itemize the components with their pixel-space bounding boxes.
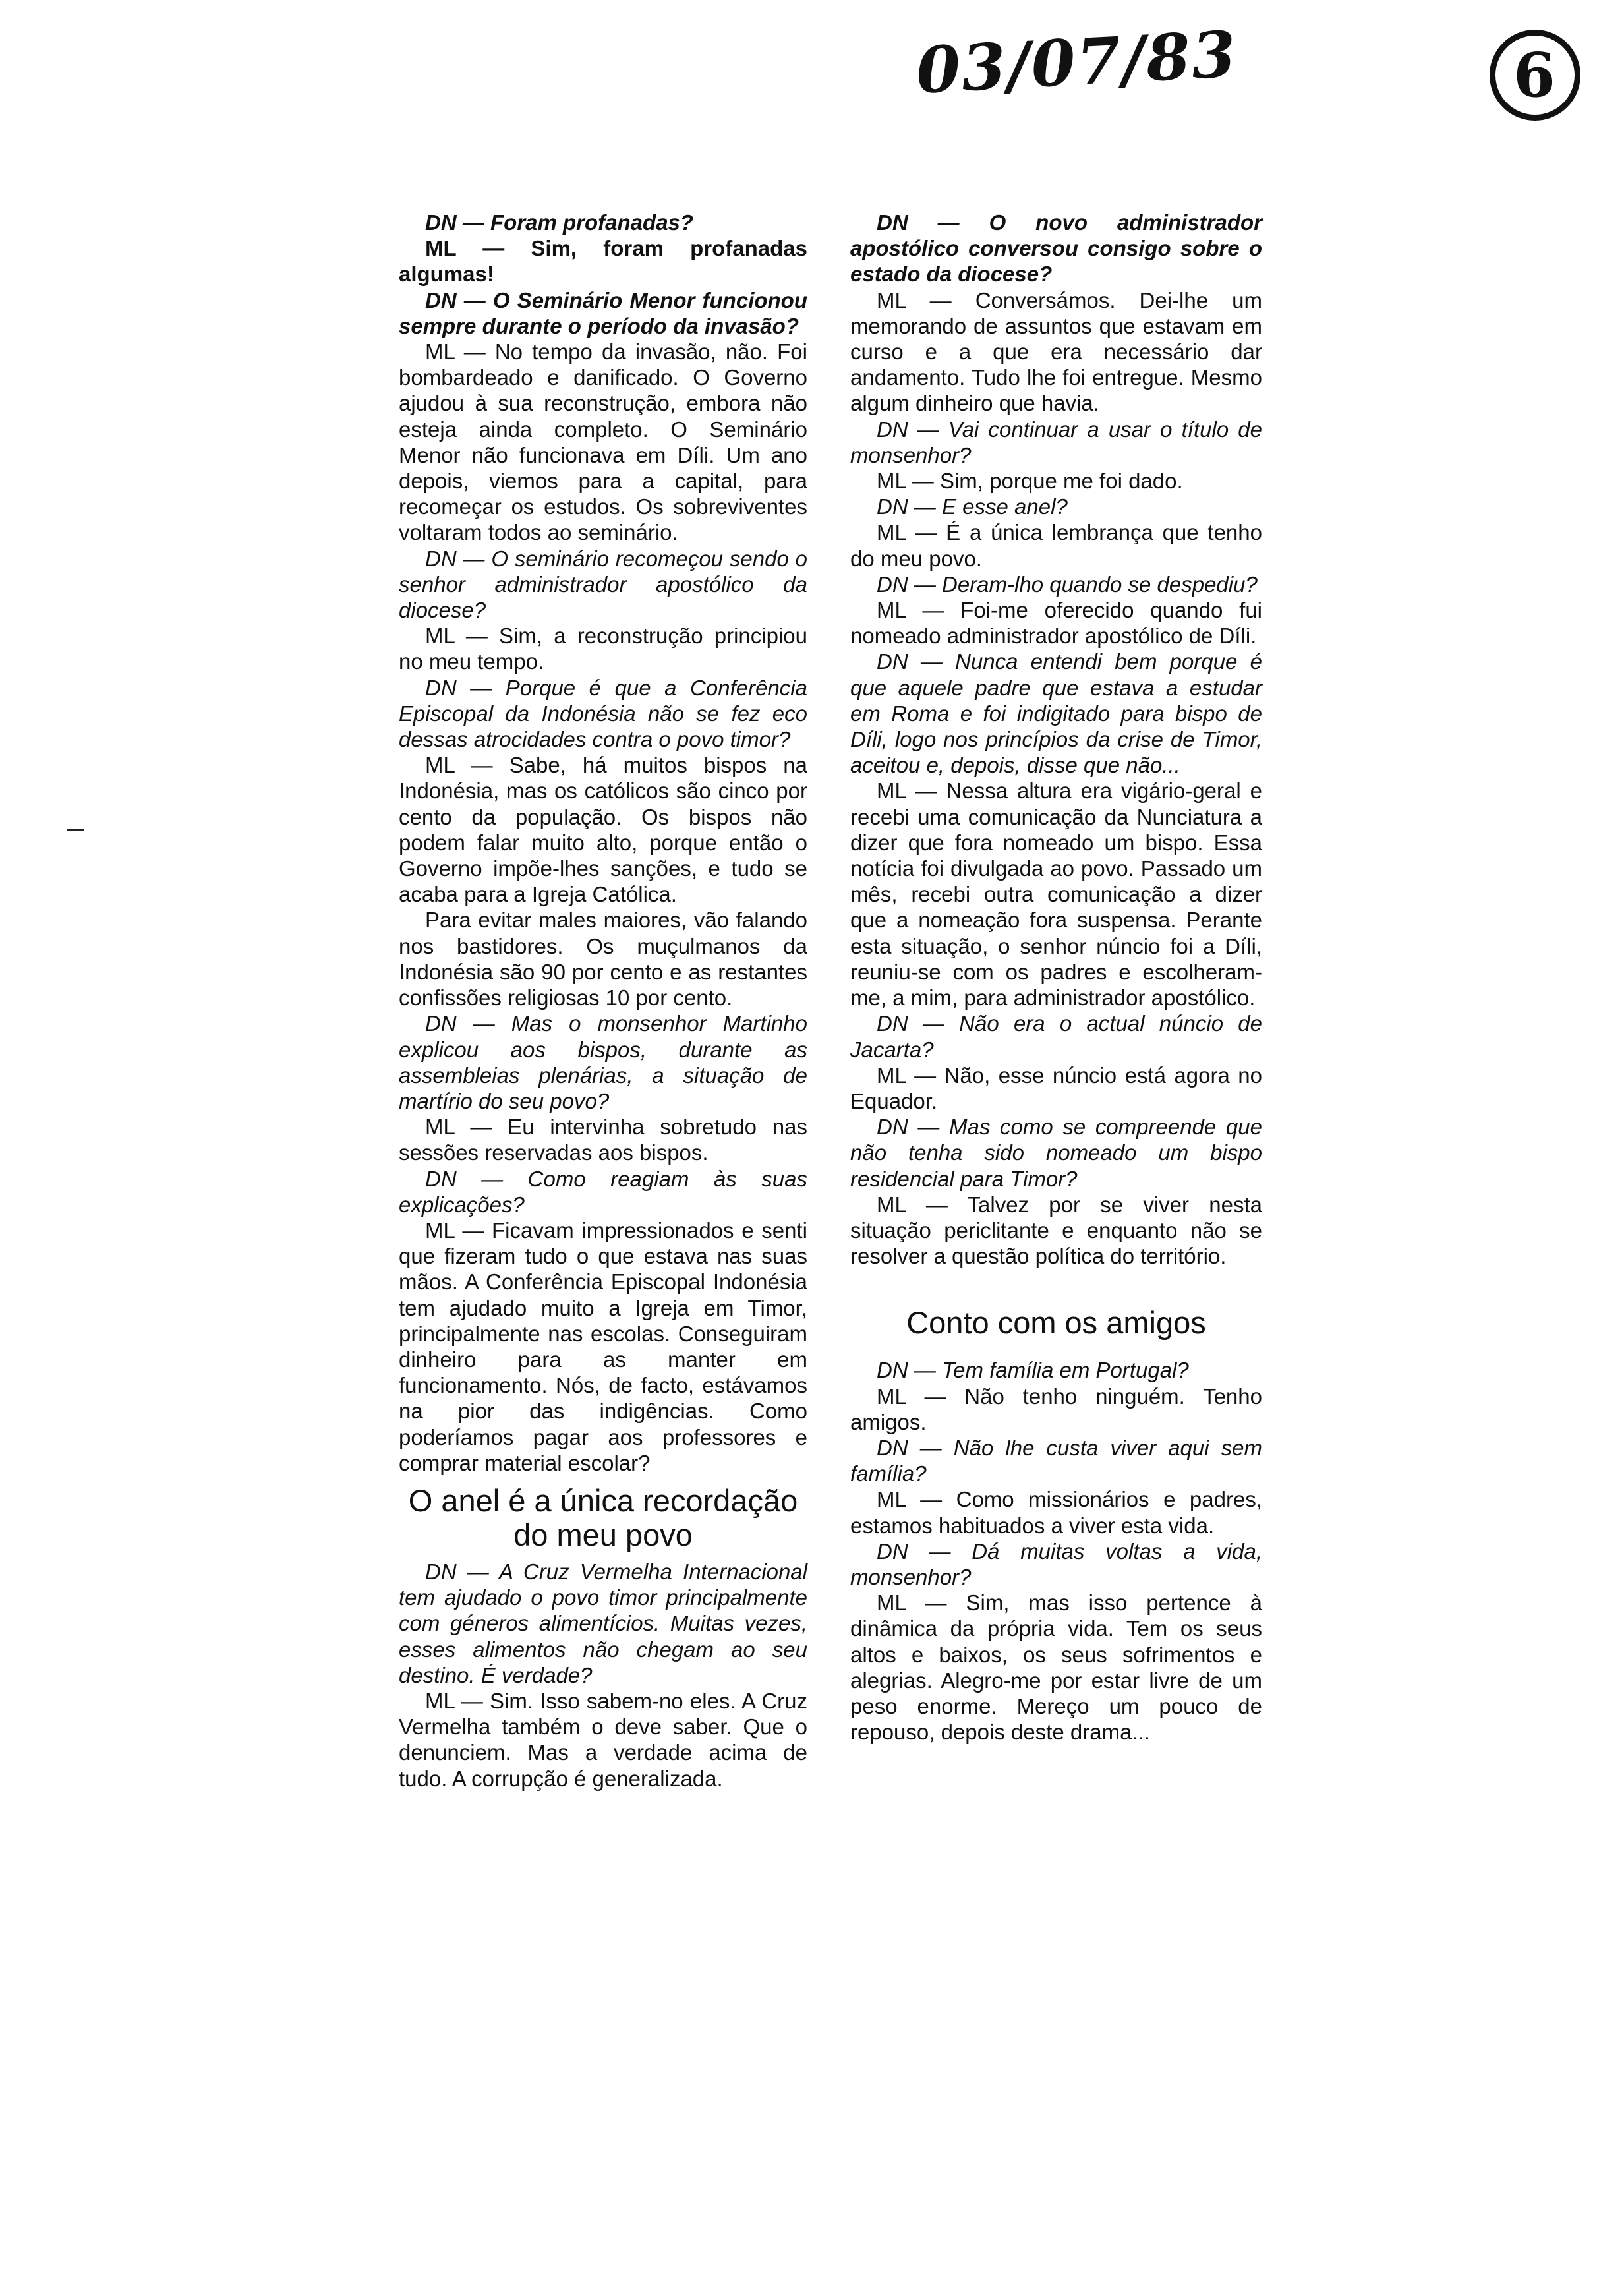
- answer-paragraph: ML — Foi-me oferecido quando fui nomeado administrador apostólico de Díli.: [850, 598, 1262, 649]
- answer-paragraph: ML — Sabe, há muitos bispos na Indonésia, mas os católicos são cinco por cento da população. Os bispos não podem falar muito alto, porque então o Governo impõe-lhes sanções, e tudo se acaba para a Igreja Católica.: [399, 753, 807, 907]
- question-paragraph: DN — O Seminário Menor funcionou sempre durante o período da invasão?: [399, 287, 807, 338]
- section-heading: Conto com os amigos: [906, 1305, 1206, 1341]
- question-paragraph: DN — O seminário recomeçou sendo o senhor administrador apostólico da diocese?: [399, 546, 807, 623]
- question-paragraph: DN — Mas como se compreende que não tenha sido nomeado um bispo residencial para Timor?: [850, 1115, 1262, 1191]
- question-paragraph: DN — O novo administrador apostólico conversou consigo sobre o estado da diocese?: [850, 210, 1262, 287]
- section-heading: O anel é a única recordação do meu povo: [408, 1482, 798, 1552]
- question-paragraph: DN — Tem família em Portugal?: [877, 1358, 1189, 1383]
- answer-paragraph: ML — Não, esse núncio está agora no Equador.: [850, 1063, 1262, 1113]
- answer-paragraph: ML — No tempo da invasão, não. Foi bombardeado e danificado. O Governo ajudou à sua reconstrução, embora não esteja ainda completo. O Seminário Menor não funcionava em Díli. Um ano depois, viemos para a capital, para recomeçar os estudos. Os sobreviventes voltaram todos ao seminário.: [399, 339, 807, 545]
- question-paragraph: DN — Deram-lho quando se despediu?: [877, 571, 1258, 597]
- answer-paragraph: ML — Como missionários e padres, estamos habituados a viver esta vida.: [850, 1487, 1262, 1538]
- answer-paragraph: ML — Sim, porque me foi dado.: [877, 469, 1183, 494]
- question-paragraph: DN — Porque é que a Conferência Episcopal da Indonésia não se fez eco dessas atrocidades contra o povo timor?: [399, 675, 807, 752]
- question-paragraph: DN — Nunca entendi bem porque é que aquele padre que estava a estudar em Roma e foi indigitado para bispo de Díli, logo nos princípios da crise de Timor, aceitou e, depois, disse que não...: [850, 649, 1262, 778]
- answer-paragraph: ML — Eu intervinha sobretudo nas sessões reservadas aos bispos.: [399, 1115, 807, 1165]
- scan-speck: [67, 829, 84, 831]
- answer-paragraph: Para evitar males maiores, vão falando nos bastidores. Os muçulmanos da Indonésia são 90 por cento e as restantes confissões religiosas 10 por cento.: [399, 908, 807, 1010]
- left-column: [399, 210, 807, 1792]
- handwritten-date: 03/07/83: [914, 16, 1239, 108]
- answer-paragraph: ML — Sim, a reconstrução principiou no meu tempo.: [399, 624, 807, 674]
- answer-paragraph: ML — Conversámos. Dei-lhe um memorando de assuntos que estavam em curso e a que era necessário dar andamento. Tudo lhe foi entregue. Mesmo algum dinheiro que havia.: [850, 287, 1262, 416]
- question-paragraph: DN — Foram profanadas?: [425, 210, 694, 235]
- answer-paragraph: ML — Ficavam impressionados e senti que fizeram tudo o que estava nas suas mãos. A Conferência Episcopal Indonésia tem ajudado muito a Igreja em Timor, principalmente nas escolas. Conseguiram dinheiro para as manter em funcionamento. Nós, de facto, estávamos na pior das indigências. Como poderíamos pagar aos professores e comprar material escolar?: [399, 1217, 807, 1475]
- question-paragraph: DN — Como reagiam às suas explicações?: [399, 1166, 807, 1217]
- question-paragraph: DN — E esse anel?: [877, 494, 1068, 519]
- handwritten-page-number: 6: [1490, 30, 1580, 121]
- answer-paragraph: ML — Não tenho ninguém. Tenho amigos.: [850, 1384, 1262, 1434]
- question-paragraph: DN — A Cruz Vermelha Internacional tem ajudado o povo timor principalmente com géneros alimentícios. Muitas vezes, esses alimentos não chegam ao seu destino. É verdade?: [399, 1559, 807, 1687]
- answer-paragraph: ML — Sim, mas isso pertence à dinâmica da própria vida. Tem os seus altos e baixos, os seus sofrimentos e alegrias. Alegro-me por estar livre de um peso enorme. Mereço um pouco de repouso, depois deste drama...: [850, 1591, 1262, 1745]
- answer-paragraph: ML — Nessa altura era vigário-geral e recebi uma comunicação da Nunciatura a dizer que fora nomeado um bispo. Essa notícia foi divulgada ao povo. Passado um mês, recebi outra comunicação a dizer que a nomeação fora suspensa. Perante esta situação, o senhor núncio foi a Díli, reuniu-se com os padres e escolheram-me, a mim, para administrador apostólico.: [850, 778, 1262, 1010]
- question-paragraph: DN — Não lhe custa viver aqui sem família?: [850, 1435, 1262, 1486]
- question-paragraph: DN — Dá muitas voltas a vida, monsenhor?: [850, 1538, 1262, 1589]
- right-column: [850, 210, 1262, 1745]
- answer-paragraph: ML — Sim, foram profanadas algumas!: [399, 236, 807, 287]
- question-paragraph: DN — Mas o monsenhor Martinho explicou aos bispos, durante as assembleias plenárias, a situação de martírio do seu povo?: [399, 1011, 807, 1113]
- question-paragraph: DN — Não era o actual núncio de Jacarta?: [850, 1011, 1262, 1062]
- answer-paragraph: ML — É a única lembrança que tenho do meu povo.: [850, 520, 1262, 571]
- question-paragraph: DN — Vai continuar a usar o título de monsenhor?: [850, 417, 1262, 467]
- answer-paragraph: ML — Sim. Isso sabem-no eles. A Cruz Vermelha também o deve saber. Que o denunciem. Mas a verdade acima de tudo. A corrupção é generalizada.: [399, 1688, 807, 1791]
- answer-paragraph: ML — Talvez por se viver nesta situação periclitante e enquanto não se resolver a questão política do território.: [850, 1192, 1262, 1269]
